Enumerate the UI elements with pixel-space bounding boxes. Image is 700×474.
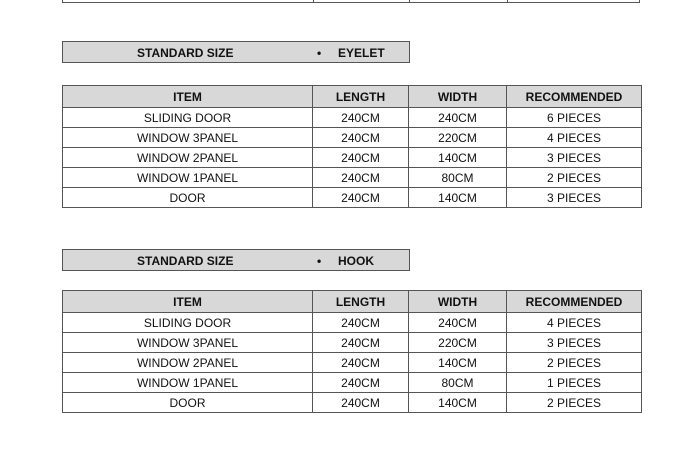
- section-label: STANDARD SIZE: [137, 254, 234, 268]
- table-header-row: [63, 291, 642, 313]
- column-header-length: LENGTH: [313, 291, 409, 313]
- cell-item: SLIDING DOOR: [63, 108, 313, 128]
- column-header-width: WIDTH: [409, 86, 507, 108]
- cell-width: 140CM: [409, 148, 507, 168]
- cell-width: 140CM: [409, 188, 507, 208]
- table-header-row: [63, 86, 642, 108]
- cell-item: WINDOW 1PANEL: [63, 168, 313, 188]
- cell-item: WINDOW 3PANEL: [63, 333, 313, 353]
- cell-width: 140CM: [409, 393, 507, 413]
- cell-length: 240CM: [313, 353, 409, 373]
- cell-length: 240CM: [313, 393, 409, 413]
- cell-width: 240CM: [409, 108, 507, 128]
- cell-recommended: 3 PIECES: [507, 148, 642, 168]
- cell-length: 240CM: [313, 313, 409, 333]
- cell-recommended: 6 PIECES: [507, 108, 642, 128]
- eyelet-size-table: [62, 85, 642, 208]
- cell-length: 240CM: [313, 108, 409, 128]
- cell-recommended: 4 PIECES: [507, 313, 642, 333]
- column-header-recommended: RECOMMENDED: [507, 86, 642, 108]
- column-header-recommended: RECOMMENDED: [507, 291, 642, 313]
- cell-recommended: 2 PIECES: [507, 393, 642, 413]
- section-type: HOOK: [338, 254, 374, 268]
- cell-width: 220CM: [409, 128, 507, 148]
- table-row: [63, 313, 642, 333]
- cell-item: DOOR: [63, 393, 313, 413]
- bullet: •: [317, 254, 322, 268]
- table-row: [63, 148, 642, 168]
- previous-table-edge: [62, 0, 640, 3]
- cell-length: 240CM: [313, 188, 409, 208]
- hook-section-header: [62, 249, 410, 271]
- cell-item: WINDOW 1PANEL: [63, 373, 313, 393]
- section-label: STANDARD SIZE: [137, 46, 234, 60]
- cell-item: WINDOW 2PANEL: [63, 148, 313, 168]
- cell-item: DOOR: [63, 188, 313, 208]
- cell-length: 240CM: [313, 333, 409, 353]
- table-row: [63, 188, 642, 208]
- hook-size-table: [62, 290, 642, 413]
- cell-item: WINDOW 2PANEL: [63, 353, 313, 373]
- cell-width: 140CM: [409, 353, 507, 373]
- cell-recommended: 2 PIECES: [507, 353, 642, 373]
- table-row: [63, 393, 642, 413]
- column-header-length: LENGTH: [313, 86, 409, 108]
- cell-recommended: 4 PIECES: [507, 128, 642, 148]
- cell-width: 80CM: [409, 373, 507, 393]
- cell-recommended: 3 PIECES: [507, 188, 642, 208]
- cell-width: 80CM: [409, 168, 507, 188]
- section-type: EYELET: [338, 46, 385, 60]
- cell-length: 240CM: [313, 128, 409, 148]
- cell-length: 240CM: [313, 168, 409, 188]
- column-header-item: ITEM: [63, 291, 313, 313]
- table-row: [63, 373, 642, 393]
- table-row: [63, 128, 642, 148]
- cell-length: 240CM: [313, 373, 409, 393]
- table-row: [63, 108, 642, 128]
- bullet: •: [317, 46, 322, 60]
- column-header-item: ITEM: [63, 86, 313, 108]
- eyelet-section-header: [62, 41, 410, 63]
- cell-recommended: 3 PIECES: [507, 333, 642, 353]
- table-row: [63, 333, 642, 353]
- cell-recommended: 2 PIECES: [507, 168, 642, 188]
- cell-width: 220CM: [409, 333, 507, 353]
- cell-item: SLIDING DOOR: [63, 313, 313, 333]
- cell-recommended: 1 PIECES: [507, 373, 642, 393]
- column-header-width: WIDTH: [409, 291, 507, 313]
- cell-width: 240CM: [409, 313, 507, 333]
- table-row: [63, 168, 642, 188]
- cell-item: WINDOW 3PANEL: [63, 128, 313, 148]
- table-row: [63, 353, 642, 373]
- cell-length: 240CM: [313, 148, 409, 168]
